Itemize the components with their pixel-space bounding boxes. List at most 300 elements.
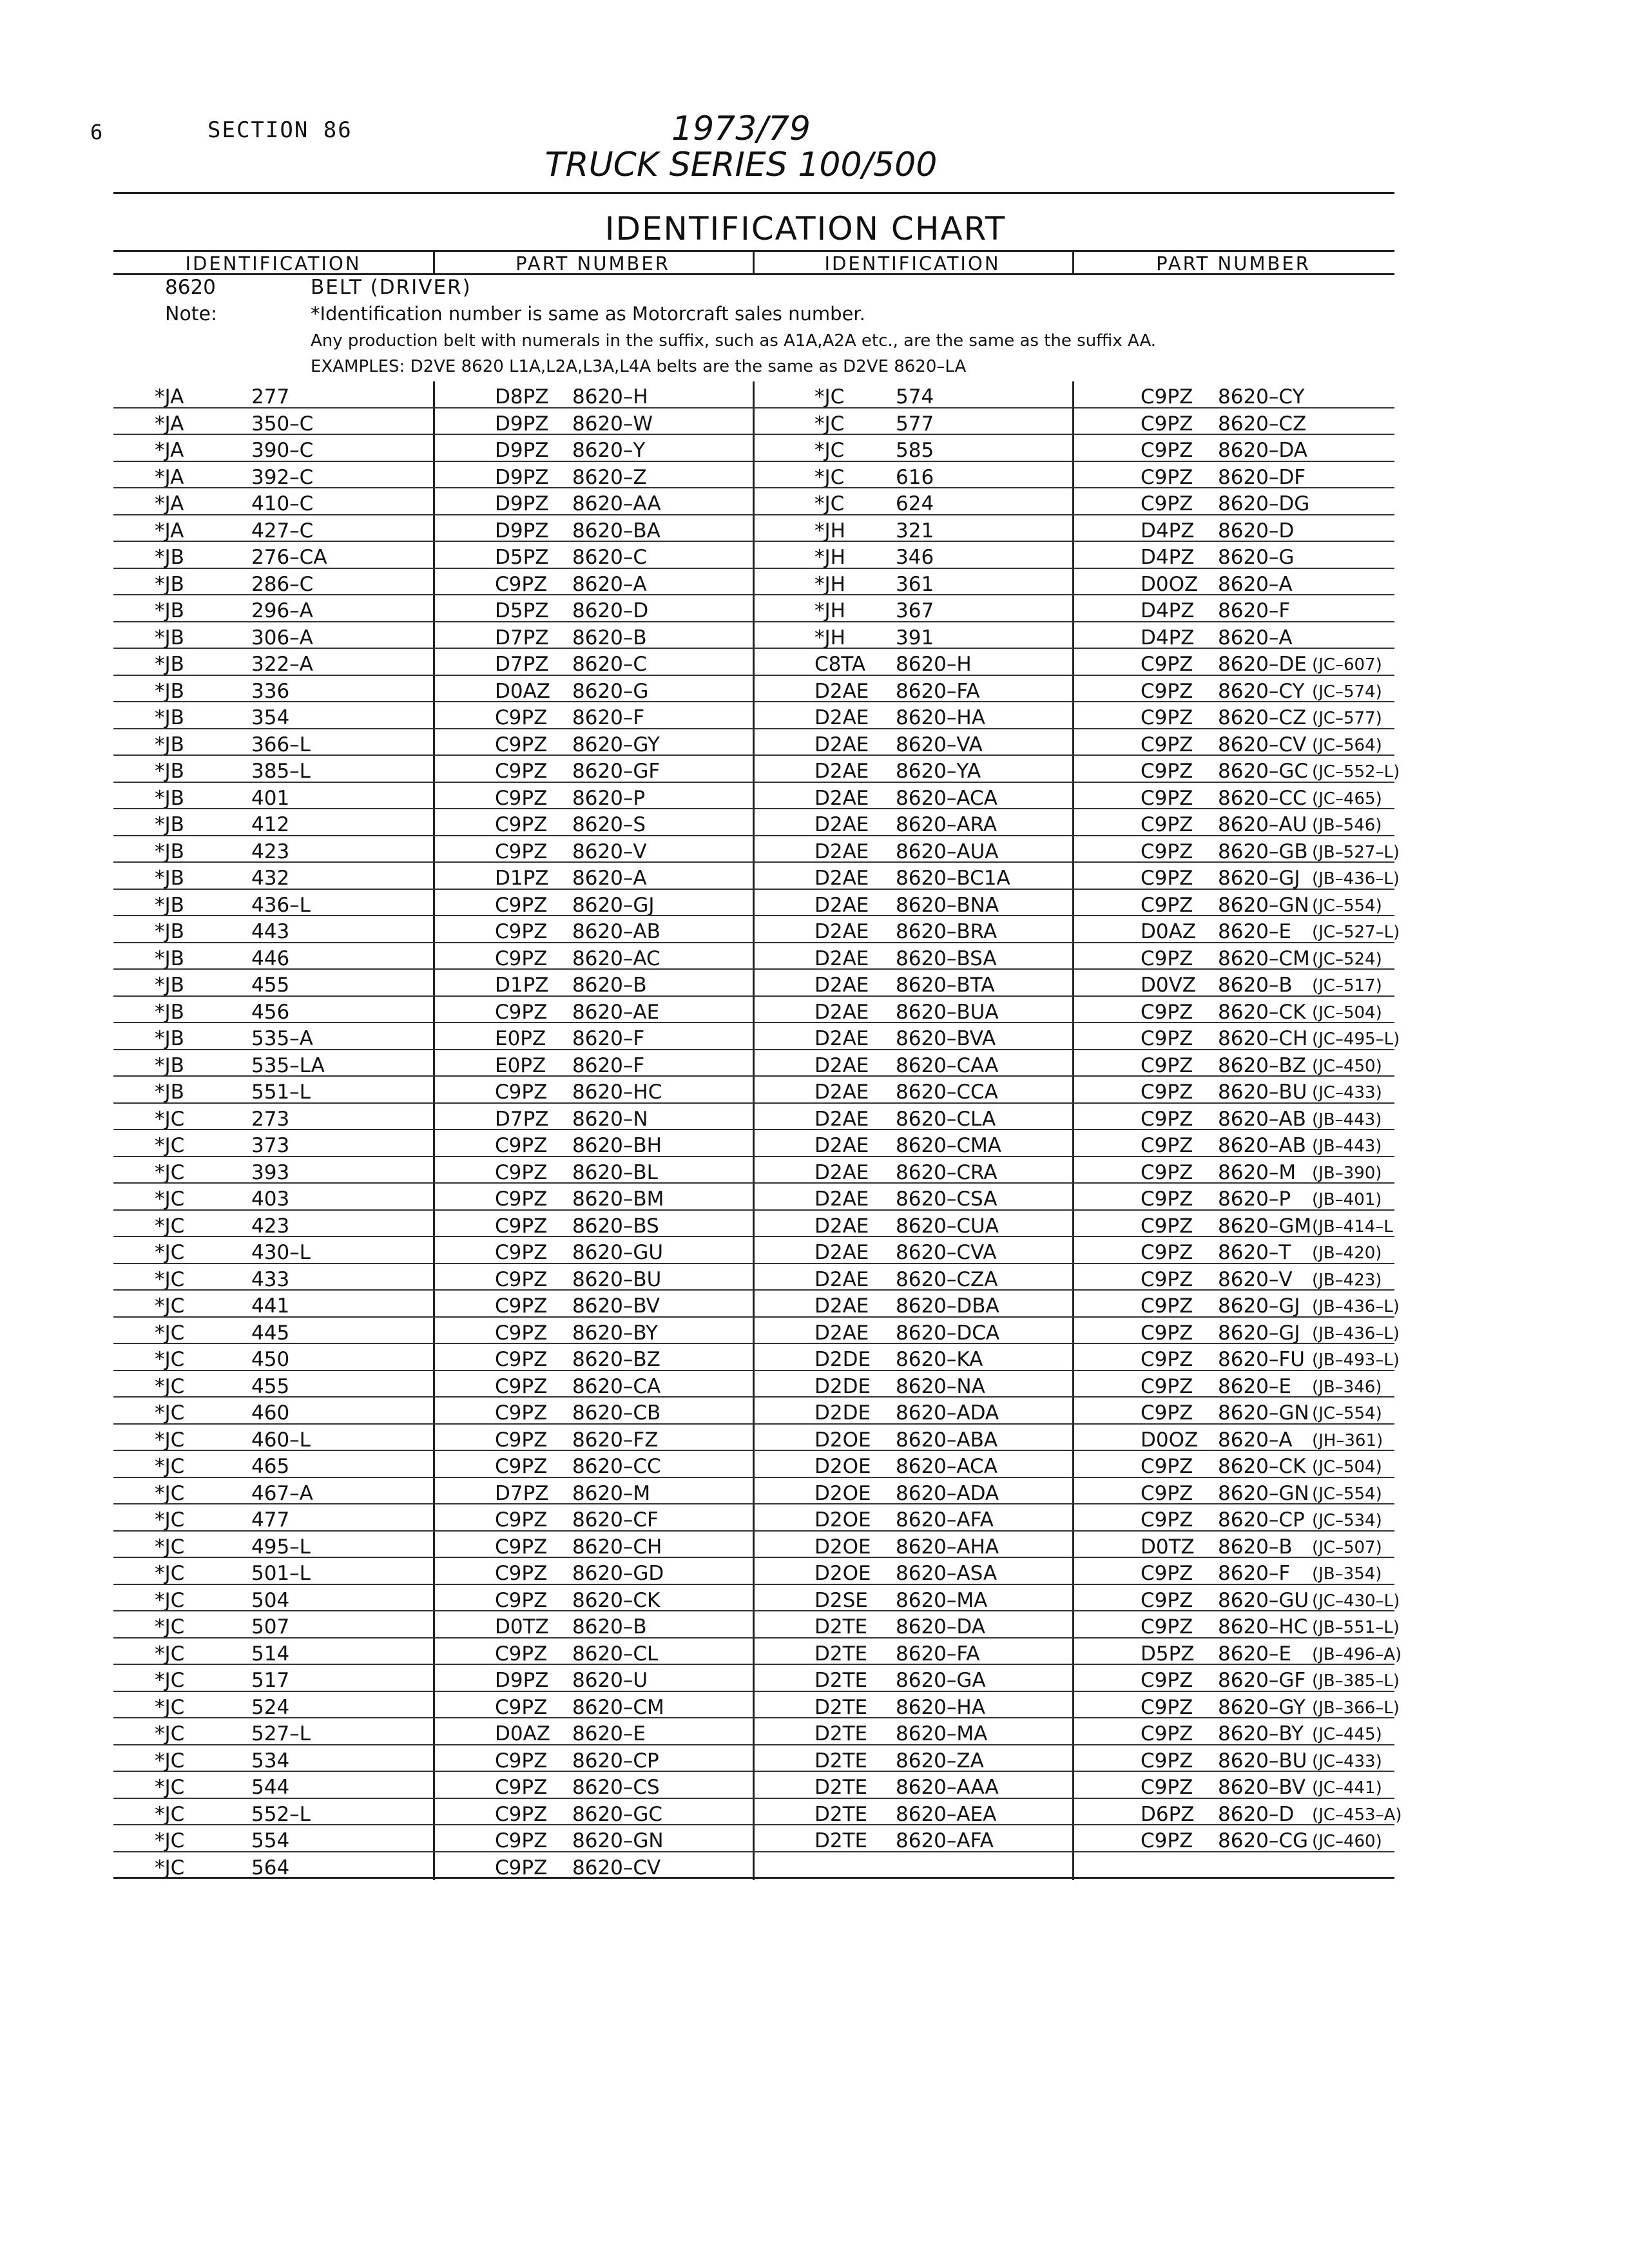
row-identification-number: 423: [251, 840, 290, 863]
row-part-suffix: 8620–F: [1218, 599, 1291, 622]
row-part-suffix: 8620–BA: [572, 519, 660, 543]
column-header-part-number-1: PART NUMBER: [516, 253, 670, 274]
column-header-identification-2: IDENTIFICATION: [824, 253, 1001, 274]
group-code: 8620: [165, 276, 216, 299]
row-part-suffix: 8620–A: [1218, 626, 1293, 649]
row-identification-number: 534: [251, 1749, 290, 1773]
table-row: [113, 676, 1394, 703]
row-part-suffix: 8620–GN: [1218, 1481, 1309, 1505]
row-identification-prefix: *JC: [155, 1267, 185, 1291]
row-identification-number: 517: [251, 1669, 290, 1692]
row-identification-number: 8620–HA: [896, 1695, 985, 1719]
row-identification-number: 8620–FA: [896, 679, 980, 703]
row-identification-number: 403: [251, 1187, 290, 1211]
row-part-prefix: C9PZ: [495, 1856, 548, 1879]
row-identification-prefix: *JC: [155, 1294, 185, 1318]
row-identification-prefix: *JC: [155, 1187, 185, 1211]
row-identification-prefix: D2DE: [815, 1374, 871, 1398]
table-row: [113, 408, 1394, 436]
header-divider: [433, 250, 435, 273]
row-part-prefix: D5PZ: [495, 599, 549, 622]
row-part-suffix: 8620–CK: [572, 1588, 660, 1612]
table-row: [113, 1050, 1394, 1077]
row-part-suffix: 8620–GM: [1218, 1214, 1312, 1238]
row-part-prefix: C9PZ: [495, 1829, 548, 1852]
row-part-suffix: 8620–GD: [572, 1562, 664, 1585]
row-part-prefix: C9PZ: [495, 760, 548, 783]
row-part-prefix: C9PZ: [1141, 412, 1193, 436]
row-identification-prefix: D2AE: [815, 974, 869, 997]
row-identification-prefix: D2AE: [815, 920, 869, 943]
row-part-suffix: 8620–F: [1218, 1562, 1291, 1585]
row-part-prefix: C9PZ: [1141, 1481, 1193, 1505]
row-identification-prefix: *JB: [155, 626, 184, 649]
row-identification-number: 8620–GA: [896, 1669, 986, 1692]
row-part-prefix: C9PZ: [495, 1535, 548, 1559]
table-row: [113, 1184, 1394, 1211]
row-cross-reference: (JC–534): [1312, 1511, 1382, 1530]
row-identification-number: 552–L: [251, 1802, 311, 1826]
chart-title: IDENTIFICATION CHART: [604, 210, 1007, 247]
row-identification-prefix: *JC: [155, 1802, 185, 1826]
row-part-suffix: 8620–U: [572, 1669, 648, 1692]
row-part-suffix: 8620–E: [1218, 1374, 1291, 1398]
row-identification-prefix: *JC: [155, 1241, 185, 1264]
row-part-suffix: 8620–A: [1218, 1428, 1293, 1452]
table-row: [113, 381, 1394, 408]
row-part-prefix: C9PZ: [495, 1374, 548, 1398]
row-identification-prefix: *JA: [155, 519, 184, 543]
row-part-suffix: 8620–CG: [1218, 1829, 1309, 1852]
table-row: [113, 1825, 1394, 1852]
row-part-suffix: 8620–HC: [572, 1081, 662, 1104]
row-cross-reference: (JB–496–A): [1312, 1644, 1402, 1664]
row-part-suffix: 8620–S: [572, 813, 646, 836]
header-divider: [753, 250, 755, 273]
row-part-suffix: 8620–P: [572, 786, 646, 810]
row-identification-number: 8620–CUA: [896, 1214, 999, 1238]
row-part-suffix: 8620–BU: [572, 1267, 662, 1291]
table-row: [113, 1023, 1400, 1050]
table-row: [113, 836, 1400, 863]
row-identification-prefix: D2AE: [815, 1187, 869, 1211]
row-cross-reference: (JC–441): [1312, 1778, 1382, 1798]
table-row: [113, 1157, 1394, 1184]
row-part-prefix: D9PZ: [495, 492, 549, 515]
row-identification-number: 8620–ZA: [896, 1749, 984, 1773]
row-identification-number: 373: [251, 1134, 290, 1157]
row-cross-reference: (JC–433): [1312, 1751, 1382, 1771]
row-part-suffix: 8620–HC: [1218, 1615, 1308, 1639]
row-cross-reference: (JB–551–L): [1312, 1618, 1400, 1637]
row-part-suffix: 8620–C: [572, 653, 648, 676]
row-identification-prefix: *JB: [155, 706, 184, 729]
row-part-suffix: 8620–CV: [572, 1856, 661, 1879]
row-part-suffix: 8620–F: [572, 1027, 645, 1050]
table-row: [113, 1665, 1400, 1692]
row-identification-number: 455: [251, 974, 290, 997]
row-identification-number: 296–A: [251, 599, 313, 622]
row-cross-reference: (JC–430–L): [1312, 1591, 1400, 1611]
row-identification-number: 277: [251, 385, 290, 408]
row-identification-prefix: *JB: [155, 1000, 184, 1024]
row-part-suffix: 8620–CZ: [1218, 412, 1307, 436]
row-part-suffix: 8620–CP: [1218, 1508, 1305, 1532]
row-identification-prefix: D2TE: [815, 1615, 868, 1639]
row-identification-number: 8620–DCA: [896, 1321, 1000, 1345]
row-part-prefix: C9PZ: [1141, 1588, 1193, 1612]
row-part-prefix: C9PZ: [1141, 1107, 1193, 1131]
row-part-prefix: C9PZ: [1141, 385, 1193, 408]
row-part-suffix: 8620–CH: [572, 1535, 662, 1559]
table-row: [113, 488, 1394, 515]
row-identification-prefix: *JC: [155, 1107, 185, 1131]
table-row: [113, 1264, 1394, 1291]
row-identification-number: 276–CA: [251, 546, 327, 569]
row-part-suffix: 8620–AA: [572, 492, 661, 515]
row-identification-prefix: D2AE: [815, 786, 869, 810]
row-cross-reference: (JB–436–L): [1312, 1297, 1400, 1316]
row-part-suffix: 8620–H: [572, 385, 648, 408]
column-header-part-number-2: PART NUMBER: [1156, 253, 1311, 274]
row-part-suffix: 8620–CH: [1218, 1027, 1308, 1050]
row-part-prefix: D0TZ: [495, 1615, 549, 1639]
row-part-prefix: C9PZ: [1141, 1829, 1193, 1852]
row-identification-number: 432: [251, 867, 290, 890]
row-part-suffix: 8620–GB: [1218, 840, 1308, 863]
row-identification-number: 8620–ARA: [896, 813, 998, 836]
row-identification-prefix: C8TA: [815, 653, 866, 676]
header-rule: [113, 192, 1394, 194]
table-row: [113, 542, 1394, 569]
row-part-suffix: 8620–FU: [1218, 1348, 1305, 1371]
row-identification-number: 430–L: [251, 1241, 311, 1264]
row-part-suffix: 8620–C: [572, 546, 648, 569]
row-identification-prefix: *JC: [155, 1321, 185, 1345]
row-part-suffix: 8620–F: [572, 706, 645, 729]
row-part-prefix: C9PZ: [1141, 1562, 1193, 1585]
table-row: [113, 649, 1394, 676]
row-identification-prefix: *JC: [815, 492, 845, 515]
row-part-prefix: C9PZ: [495, 1588, 548, 1612]
row-part-suffix: 8620–DF: [1218, 465, 1306, 489]
row-part-suffix: 8620–BV: [1218, 1776, 1306, 1799]
table-row: [113, 809, 1394, 836]
row-part-prefix: D6PZ: [1141, 1802, 1195, 1826]
page-title-line1: 1973/79: [671, 110, 811, 148]
row-cross-reference: (JC–577): [1312, 709, 1382, 728]
table-row: [113, 1451, 1394, 1478]
row-identification-prefix: *JB: [155, 572, 184, 596]
row-part-prefix: C9PZ: [495, 1081, 548, 1104]
row-part-prefix: C9PZ: [495, 706, 548, 729]
row-part-suffix: 8620–A: [1218, 572, 1293, 596]
table-row: [113, 1104, 1394, 1131]
row-identification-number: 8620–CCA: [896, 1081, 998, 1104]
row-identification-prefix: D2TE: [815, 1749, 868, 1773]
row-identification-prefix: D2AE: [815, 1053, 869, 1077]
row-cross-reference: (JB–354): [1312, 1564, 1382, 1584]
row-part-suffix: 8620–GN: [1218, 893, 1309, 917]
row-identification-prefix: *JH: [815, 546, 845, 569]
row-identification-prefix: D2AE: [815, 1081, 869, 1104]
row-cross-reference: (JC–504): [1312, 1003, 1382, 1023]
row-identification-number: 544: [251, 1776, 290, 1799]
row-identification-prefix: D2AE: [815, 679, 869, 703]
row-identification-number: 446: [251, 947, 290, 970]
table-row: [113, 462, 1394, 489]
row-cross-reference: (JC–453–A): [1312, 1805, 1402, 1825]
row-part-prefix: D4PZ: [1141, 519, 1195, 543]
row-cross-reference: (JB–436–L): [1312, 1323, 1400, 1343]
row-part-suffix: 8620–BH: [572, 1134, 662, 1157]
table-row: [113, 1344, 1400, 1371]
row-part-suffix: 8620–GC: [572, 1802, 663, 1826]
table-row: [113, 1504, 1394, 1532]
row-identification-prefix: D2AE: [815, 706, 869, 729]
row-part-prefix: C9PZ: [495, 1000, 548, 1024]
row-identification-prefix: D2AE: [815, 947, 869, 970]
row-part-suffix: 8620–N: [572, 1107, 648, 1131]
row-identification-prefix: D2OE: [815, 1535, 871, 1559]
row-identification-prefix: *JC: [155, 1134, 185, 1157]
row-part-suffix: 8620–A: [572, 572, 647, 596]
column-header-identification-1: IDENTIFICATION: [185, 253, 361, 274]
table-row: [113, 622, 1394, 649]
row-part-prefix: D9PZ: [495, 519, 549, 543]
row-identification-prefix: *JC: [155, 1669, 185, 1692]
row-identification-number: 8620–CLA: [896, 1107, 996, 1131]
row-part-suffix: 8620–GY: [572, 733, 660, 756]
table-row: [113, 1799, 1402, 1826]
row-part-prefix: D0VZ: [1141, 974, 1197, 997]
table-row: [113, 1478, 1394, 1505]
row-identification-number: 624: [896, 492, 934, 515]
row-cross-reference: (JC–445): [1312, 1725, 1382, 1744]
row-identification-prefix: D2TE: [815, 1722, 868, 1745]
row-identification-number: 8620–BSA: [896, 947, 997, 970]
row-identification-number: 441: [251, 1294, 290, 1318]
row-part-suffix: 8620–V: [572, 840, 647, 863]
row-part-prefix: C9PZ: [1141, 1160, 1193, 1184]
row-part-prefix: C9PZ: [1141, 1348, 1193, 1371]
row-part-suffix: 8620–CY: [1218, 679, 1305, 703]
row-part-prefix: C9PZ: [1141, 679, 1193, 703]
row-identification-number: 501–L: [251, 1562, 311, 1585]
row-identification-number: 8620–BNA: [896, 893, 999, 917]
row-cross-reference: (JC–552–L): [1312, 762, 1400, 782]
section-label: SECTION 86: [207, 117, 352, 143]
row-identification-prefix: D2TE: [815, 1802, 868, 1826]
row-cross-reference: (JC–554): [1312, 896, 1382, 916]
row-part-suffix: 8620–DA: [1218, 439, 1307, 462]
row-identification-number: 8620–BUA: [896, 1000, 999, 1024]
row-identification-prefix: D2AE: [815, 1267, 869, 1291]
row-part-prefix: C9PZ: [495, 1776, 548, 1799]
row-identification-prefix: *JB: [155, 599, 184, 622]
row-identification-number: 585: [896, 439, 934, 462]
row-part-prefix: C9PZ: [1141, 1241, 1193, 1264]
row-part-suffix: 8620–CM: [572, 1695, 664, 1719]
row-part-suffix: 8620–CZ: [1218, 706, 1307, 729]
row-part-suffix: 8620–GJ: [1218, 1294, 1300, 1318]
row-part-prefix: C9PZ: [495, 1695, 548, 1719]
table-row: [113, 1318, 1400, 1345]
row-identification-number: 495–L: [251, 1535, 311, 1559]
row-identification-prefix: D2AE: [815, 813, 869, 836]
row-part-suffix: 8620–FZ: [572, 1428, 659, 1452]
row-part-suffix: 8620–E: [1218, 920, 1291, 943]
row-part-prefix: C9PZ: [495, 1802, 548, 1826]
row-part-suffix: 8620–GJ: [572, 893, 655, 917]
row-part-suffix: 8620–BY: [572, 1321, 658, 1345]
row-identification-number: 8620–KA: [896, 1348, 983, 1371]
row-part-prefix: C9PZ: [1141, 1214, 1193, 1238]
row-identification-number: 8620–BTA: [896, 974, 995, 997]
row-identification-number: 436–L: [251, 893, 311, 917]
row-part-suffix: 8620–AC: [572, 947, 660, 970]
row-part-prefix: D7PZ: [495, 653, 549, 676]
row-part-suffix: 8620–F: [572, 1053, 645, 1077]
row-identification-number: 361: [896, 572, 934, 596]
row-identification-number: 8620–ABA: [896, 1428, 998, 1452]
table-row: [113, 1077, 1394, 1104]
row-identification-prefix: D2DE: [815, 1401, 871, 1425]
row-cross-reference: (JC–433): [1312, 1083, 1382, 1102]
row-part-prefix: D7PZ: [495, 626, 549, 649]
row-identification-prefix: *JB: [155, 786, 184, 810]
row-part-suffix: 8620–A: [572, 867, 647, 890]
row-part-prefix: D5PZ: [495, 546, 549, 569]
row-identification-number: 322–A: [251, 653, 313, 676]
table-row: [113, 1745, 1394, 1773]
row-cross-reference: (JB–385–L): [1312, 1671, 1400, 1691]
row-part-prefix: C9PZ: [1141, 1187, 1193, 1211]
row-identification-number: 527–L: [251, 1722, 311, 1745]
table-row: [113, 943, 1394, 970]
row-part-suffix: 8620–BM: [572, 1187, 664, 1211]
page-title-line2: TRUCK SERIES 100/500: [545, 146, 938, 184]
row-part-suffix: 8620–DE: [1218, 653, 1307, 676]
row-identification-number: 336: [251, 679, 290, 703]
row-cross-reference: (JB–527–L): [1312, 842, 1400, 862]
row-identification-number: 551–L: [251, 1081, 311, 1104]
row-part-prefix: D0OZ: [1141, 572, 1199, 596]
row-identification-prefix: *JC: [155, 1588, 185, 1612]
row-identification-number: 8620–HA: [896, 706, 985, 729]
row-identification-number: 8620–DBA: [896, 1294, 999, 1318]
row-cross-reference: (JB–366–L): [1312, 1698, 1400, 1718]
row-part-suffix: 8620–CP: [572, 1749, 659, 1773]
row-identification-number: 8620–ADA: [896, 1401, 999, 1425]
row-part-suffix: 8620–CS: [572, 1776, 660, 1799]
row-part-suffix: 8620–BL: [572, 1160, 658, 1184]
row-cross-reference: (JC–524): [1312, 949, 1382, 969]
row-part-prefix: D9PZ: [495, 465, 549, 489]
row-identification-number: 350–C: [251, 412, 314, 436]
row-cross-reference: (JB–390): [1312, 1163, 1382, 1183]
row-part-prefix: C9PZ: [495, 1348, 548, 1371]
row-part-prefix: C9PZ: [1141, 1722, 1193, 1745]
row-identification-number: 8620–DA: [896, 1615, 985, 1639]
row-identification-prefix: *JC: [815, 439, 845, 462]
row-cross-reference: (JC–450): [1312, 1056, 1382, 1076]
row-identification-number: 321: [896, 519, 934, 543]
row-identification-prefix: D2AE: [815, 1294, 869, 1318]
row-identification-prefix: *JC: [155, 1829, 185, 1852]
row-identification-number: 8620–FA: [896, 1642, 980, 1666]
row-part-suffix: 8620–GU: [1218, 1588, 1309, 1612]
row-identification-prefix: *JC: [155, 1695, 185, 1719]
row-part-prefix: C9PZ: [495, 1749, 548, 1773]
row-identification-number: 427–C: [251, 519, 314, 543]
row-identification-number: 410–C: [251, 492, 314, 515]
row-identification-number: 8620–CVA: [896, 1241, 997, 1264]
row-part-suffix: 8620–GU: [572, 1241, 664, 1264]
row-part-suffix: 8620–D: [1218, 519, 1295, 543]
row-part-prefix: C9PZ: [495, 893, 548, 917]
row-part-suffix: 8620–CL: [572, 1642, 659, 1666]
row-identification-number: 524: [251, 1695, 290, 1719]
row-part-prefix: C9PZ: [1141, 1695, 1193, 1719]
row-identification-number: 504: [251, 1588, 290, 1612]
row-part-prefix: D7PZ: [495, 1481, 549, 1505]
row-identification-prefix: D2OE: [815, 1562, 871, 1585]
row-cross-reference: (JC–465): [1312, 789, 1382, 809]
row-part-prefix: C9PZ: [1141, 1294, 1193, 1318]
table-row: [113, 1611, 1400, 1639]
row-part-prefix: C9PZ: [495, 1160, 548, 1184]
row-part-suffix: 8620–G: [572, 679, 649, 703]
row-identification-prefix: D2AE: [815, 1134, 869, 1157]
row-part-prefix: C9PZ: [495, 1321, 548, 1345]
row-identification-prefix: D2OE: [815, 1455, 871, 1478]
row-part-suffix: 8620–GF: [572, 760, 660, 783]
row-part-suffix: 8620–E: [1218, 1642, 1291, 1666]
row-part-prefix: C9PZ: [495, 1241, 548, 1264]
table-row: [113, 595, 1394, 622]
table-row: [113, 890, 1394, 917]
table-row: [113, 1237, 1394, 1264]
row-identification-number: 8620–BVA: [896, 1027, 996, 1050]
row-identification-number: 367: [896, 599, 934, 622]
row-identification-prefix: *JC: [815, 412, 845, 436]
row-identification-prefix: *JC: [155, 1508, 185, 1532]
row-part-prefix: E0PZ: [495, 1053, 546, 1077]
row-identification-number: 8620–CSA: [896, 1187, 998, 1211]
row-identification-number: 346: [896, 546, 934, 569]
row-part-suffix: 8620–B: [1218, 1535, 1293, 1559]
row-identification-prefix: D2AE: [815, 1321, 869, 1345]
row-cross-reference: (JB–436–L): [1312, 869, 1400, 889]
row-identification-number: 445: [251, 1321, 290, 1345]
row-part-prefix: C9PZ: [1141, 1000, 1193, 1024]
row-part-suffix: 8620–CC: [1218, 786, 1307, 810]
header-divider: [1072, 250, 1074, 273]
table-row: [113, 1692, 1400, 1719]
row-part-prefix: C9PZ: [1141, 840, 1193, 863]
row-part-suffix: 8620–CA: [572, 1374, 661, 1398]
row-part-suffix: 8620–AB: [1218, 1134, 1306, 1157]
table-row: [113, 1585, 1400, 1612]
row-identification-prefix: *JA: [155, 385, 184, 408]
table-row: [113, 1852, 1394, 1879]
row-part-prefix: C9PZ: [495, 840, 548, 863]
row-part-prefix: C9PZ: [1141, 813, 1193, 836]
row-part-prefix: C9PZ: [495, 1508, 548, 1532]
row-part-suffix: 8620–D: [1218, 1802, 1295, 1826]
row-part-prefix: D0OZ: [1141, 1428, 1199, 1452]
